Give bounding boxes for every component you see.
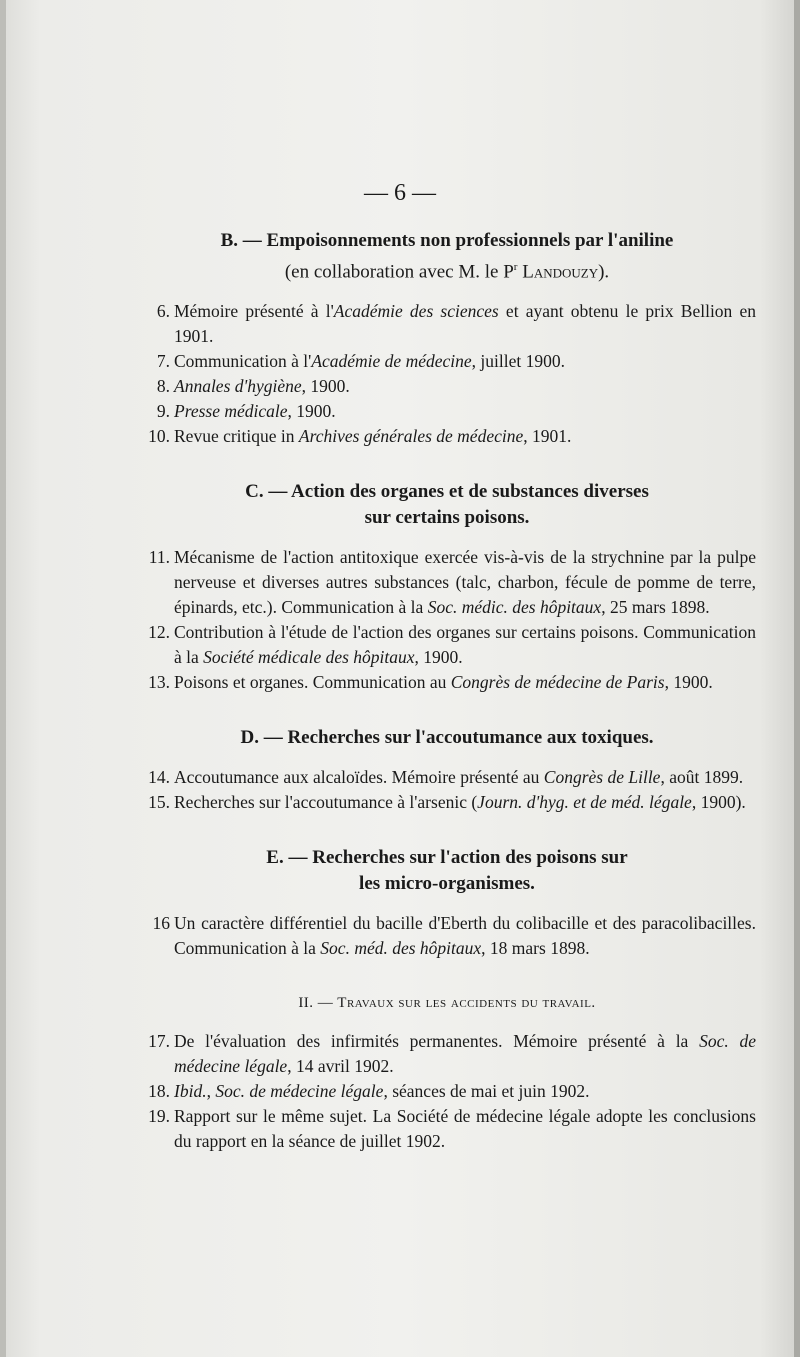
page-content — [138, 228, 756, 1154]
list-item: 8. Annales d'hygiène, 1900. — [156, 376, 350, 397]
list-item: 13. Poisons et organes. Communication au Congrès de médecine de Paris, 1900. — [148, 672, 713, 693]
section-b-subheading: (en collaboration avec M. le $P^r$ Landouzy). — [284, 261, 610, 283]
list-item: 7. Communication à l'Académie de médecine, juillet 1900. — [156, 351, 565, 372]
section-c-heading: C. — Action des organes et de substances diverses sur certains poisons. — [245, 481, 649, 529]
list-item: 16 Un caractère différentiel du bacille d'Eberth du colibacille et des paracolibacilles. Communication à la Soc. méd. des hôpitaux, 18 mars 1898. — [152, 913, 756, 959]
list-item: 14. Accoutumance aux alcaloïdes. Mémoire présenté au Congrès de Lille, août 1899. — [148, 767, 744, 788]
page-number: — 6 — — [364, 180, 436, 206]
list-item: 18. Ibid., Soc. de médecine légale, séances de mai et juin 1902. — [148, 1081, 590, 1102]
section-b-heading: B. — Empoisonnements non professionnels par l'aniline (en collaboration avec M. le $P^r$ Landouzy). — [138, 228, 756, 285]
list-item: 10. Revue critique in Archives générales de médecine, 1901. — [148, 426, 572, 447]
section-d-heading: D. — Recherches sur l'accoutumance aux toxiques. — [240, 727, 654, 749]
section-e-heading: E. — Recherches sur l'action des poisons sur les micro-organismes. — [266, 847, 628, 895]
list-item: 9. Presse médicale, 1900. — [156, 401, 336, 422]
list-item: 11. Mécanisme de l'action antitoxique exercée vis-à-vis de la strychnine par la pulpe nerveuse et diverses autres substances (talc, charbon, fécule de pomme de terre, épinards, etc.). Communication à la Soc. médic. des hôpitaux, 25 mars 1898. — [148, 547, 756, 618]
list-item: 15. Recherches sur l'accoutumance à l'arsenic (Journ. d'hyg. et de méd. légale, 1900). — [148, 792, 746, 813]
list-item: 12. Contribution à l'étude de l'action des organes sur certains poisons. Communication à la Société médicale des hôpitaux, 1900. — [148, 622, 756, 668]
list-item: 19. Rapport sur le même sujet. La Société de médecine légale adopte les conclusions du rapport en la séance de juillet 1902. — [148, 1106, 756, 1152]
list-item: 6. Mémoire présenté à l'Académie des sciences et ayant obtenu le prix Bellion en 1901. — [156, 301, 756, 347]
section-ii-heading: II. — Travaux sur les accidents du travail. — [298, 995, 596, 1012]
list-item: 17. De l'évaluation des infirmités permanentes. Mémoire présenté à la Soc. de médecine légale, 14 avril 1902. — [148, 1031, 756, 1077]
